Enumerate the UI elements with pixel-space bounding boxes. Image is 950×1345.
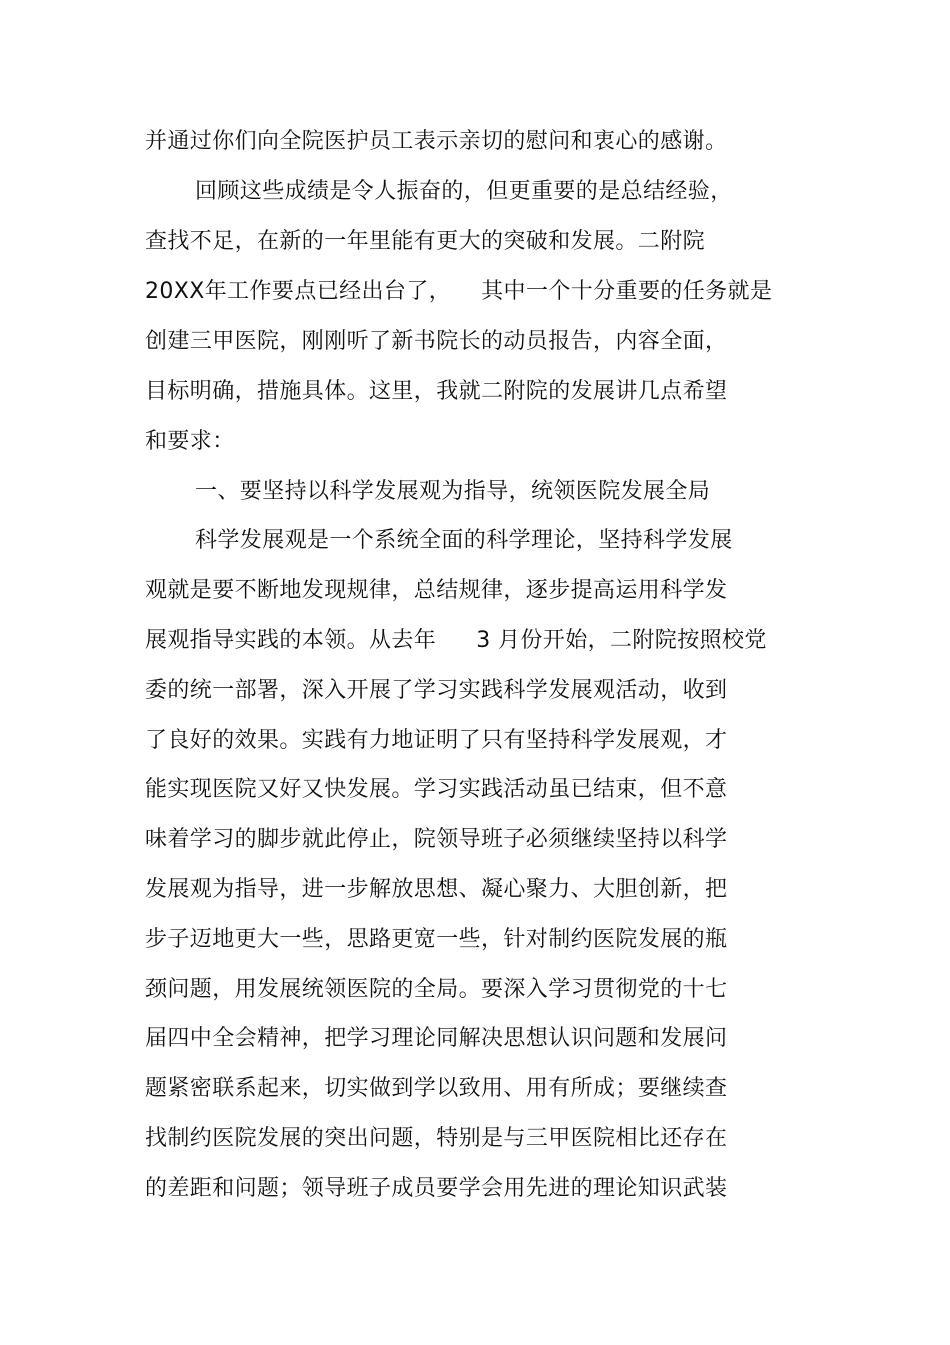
text-line: 发展观为指导，进一步解放思想、凝心聚力、大胆创新，把: [145, 877, 728, 902]
text-line: 味着学习的脚步就此停止，院领导班子必须继续坚持以科学: [145, 827, 728, 852]
text-segment: 其中一个十分重要的任务就是: [481, 279, 773, 304]
text-line: [145, 626, 805, 656]
text-line: 的差距和问题；领导班子成员要学会用先进的理论知识武装: [145, 1176, 728, 1201]
text-line: 题紧密联系起来，切实做到学以致用、用有所成；要继续查: [145, 1076, 728, 1101]
text-line: 颈问题，用发展统领医院的全局。要深入学习贯彻党的十七: [145, 977, 728, 1002]
text-line: 步子迈地更大一些，思路更宽一些，针对制约医院发展的瓶: [145, 927, 728, 952]
text-line: 科学发展观是一个系统全面的科学理论，坚持科学发展: [195, 528, 733, 553]
text-segment: 展观指导实践的本领。从去年: [145, 628, 437, 653]
text-segment: 3 月份开始，二附院按照校党: [476, 628, 767, 653]
section-heading: 一、要坚持以科学发展观为指导，统领医院发展全局: [195, 479, 711, 504]
text-line: 届四中全会精神，把学习理论同解决思想认识问题和发展问: [145, 1026, 728, 1051]
text-line: 和要求：: [145, 429, 235, 454]
text-line: 观就是要不断地发现规律，总结规律，逐步提高运用科学发: [145, 578, 728, 603]
text-line: 回顾这些成绩是令人振奋的，但更重要的是总结经验，: [195, 179, 733, 204]
text-line: 委的统一部署，深入开展了学习实践科学发展观活动，收到: [145, 678, 728, 703]
text-line: [145, 277, 805, 307]
text-line: 查找不足，在新的一年里能有更大的突破和发展。二附院: [145, 229, 706, 254]
text-line: 了良好的效果。实践有力地证明了只有坚持科学发展观，才: [145, 728, 728, 753]
text-line: 能实现医院又好又快发展。学习实践活动虽已结束，但不意: [145, 777, 728, 802]
text-line: 并通过你们向全院医护员工表示亲切的慰问和衷心的感谢。: [145, 129, 728, 154]
text-segment: 20XX年工作要点已经出台了，: [145, 279, 452, 304]
text-line: 找制约医院发展的突出问题，特别是与三甲医院相比还存在: [145, 1126, 728, 1151]
text-line: 创建三甲医院，刚刚听了新书院长的动员报告，内容全面，: [145, 329, 728, 354]
text-line: 目标明确，措施具体。这里，我就二附院的发展讲几点希望: [145, 379, 728, 404]
